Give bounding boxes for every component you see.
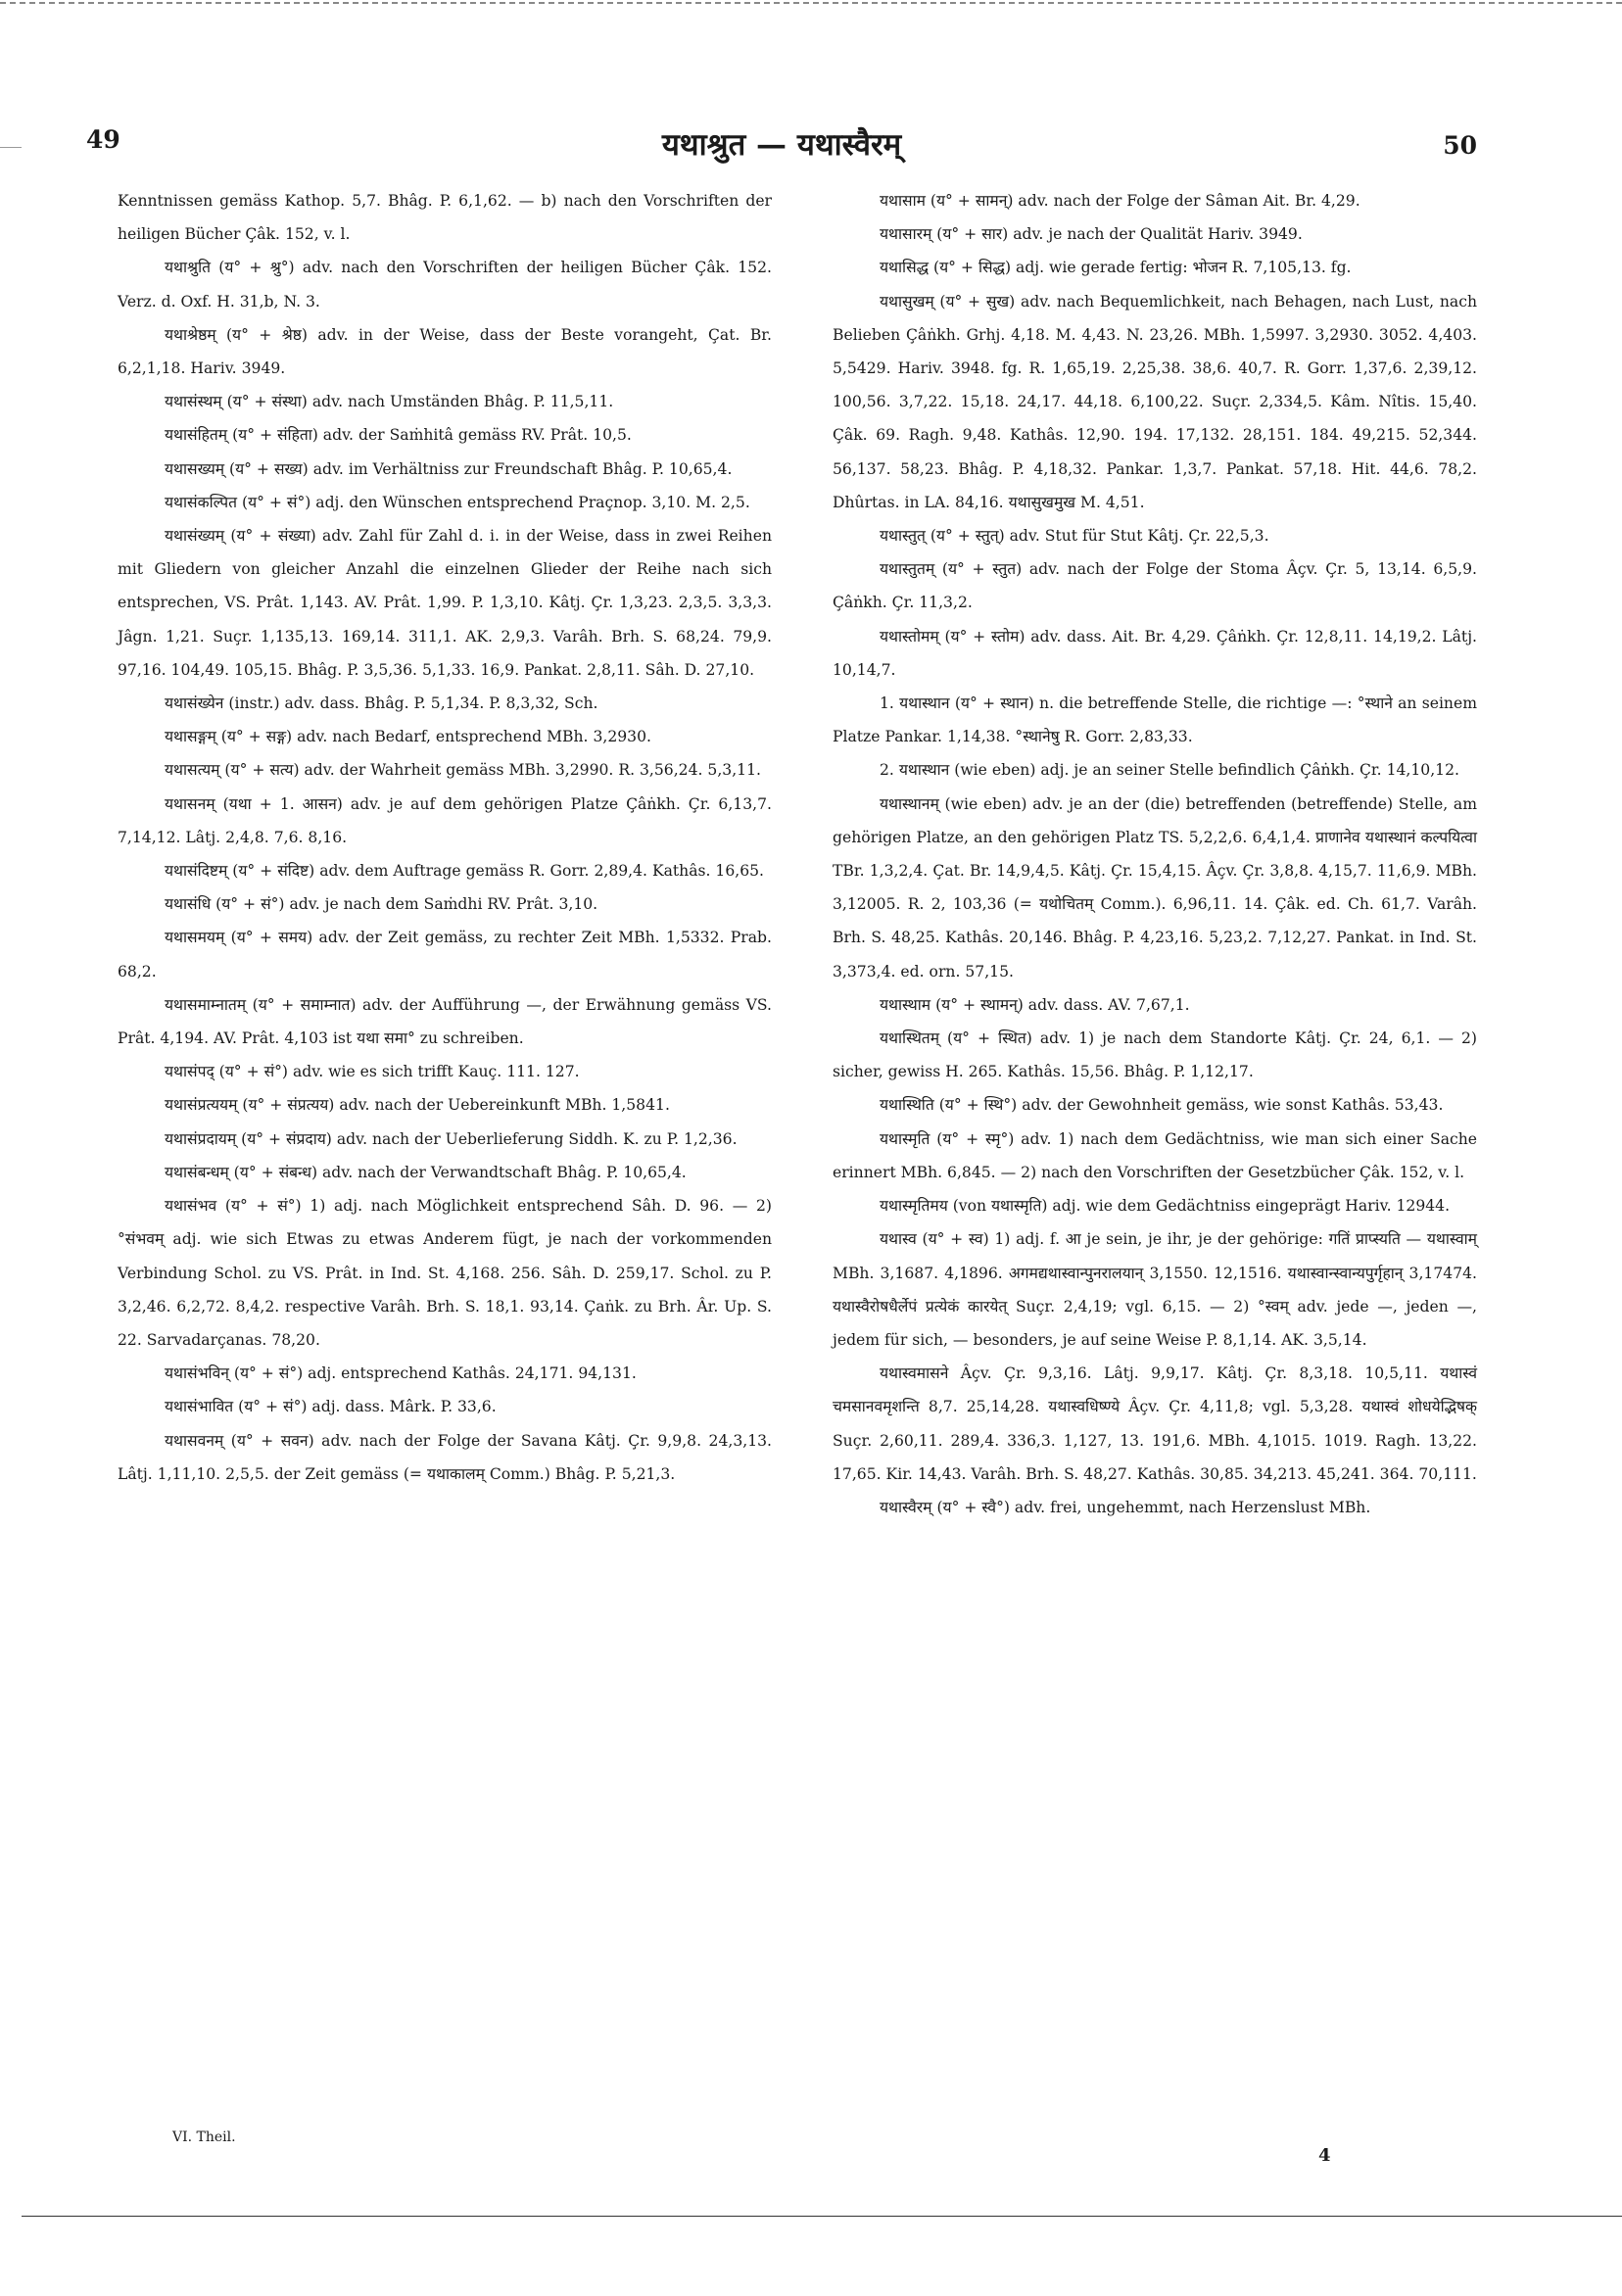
dictionary-entry: यथासंप्रत्ययम् (य° + संप्रत्यय) adv. nach der Uebereinkunft MBh. 1,5841. bbox=[165, 1096, 670, 1115]
dictionary-entry: यथासंभावित (य° + सं°) adj. dass. Mârk. P. 33,6. bbox=[165, 1398, 497, 1416]
dictionary-entry: यथासंहितम् (य° + संहिता) adv. der Saṁhitâ gemäss RV. Prât. 10,5. bbox=[165, 426, 632, 445]
dictionary-entry: यथासंधि (य° + सं°) adv. je nach dem Saṁdhi RV. Prât. 3,10. bbox=[165, 895, 598, 914]
dictionary-entry: यथासारम् (य° + सार) adv. je nach der Qualität Hariv. 3949. bbox=[880, 225, 1303, 244]
dictionary-entry: यथासंभविन् (य° + सं°) adj. entsprechend Kathâs. 24,171. 94,131. bbox=[165, 1364, 637, 1383]
dictionary-entry: यथासनम् (यथा + 1. आसन) adv. je auf dem gehörigen Platze Çâṅkh. Çr. 6,13,7. 7,14,12. Lâtj. 2,4,8. 7,6. 8,16. bbox=[118, 794, 772, 846]
dictionary-entry: यथासख्यम् (य° + सख्य) adv. im Verhältniss zur Freundschaft Bhâg. P. 10,65,4. bbox=[165, 459, 733, 478]
dictionary-entry: यथासिद्ध (य° + सिद्ध) adj. wie gerade fertig: भोजन R. 7,105,13. fg. bbox=[880, 259, 1352, 277]
dictionary-entry: यथाश्रेष्ठम् (य° + श्रेष्ठ) adv. in der Weise, dass der Beste vorangeht, Çat. Br. 6,2,1,18. Hariv. 3949. bbox=[118, 325, 772, 378]
dictionary-entry: यथास्थिति (य° + स्थि°) adv. der Gewohnheit gemäss, wie sonst Kathâs. 53,43. bbox=[880, 1096, 1444, 1115]
page-number-right: 50 bbox=[1443, 131, 1477, 160]
top-border bbox=[0, 2, 1622, 4]
dictionary-entry: यथासंप्रदायम् (य° + संप्रदाय) adv. nach der Ueberlieferung Siddh. K. zu P. 1,2,36. bbox=[165, 1129, 738, 1148]
dictionary-entry: यथास्थाम (य° + स्थामन्) adv. dass. AV. 7,67,1. bbox=[880, 995, 1190, 1014]
dictionary-entry: यथास्वैरम् (य° + स्वै°) adv. frei, ungehemmt, nach Herzenslust MBh. bbox=[880, 1498, 1371, 1516]
dictionary-entry: यथास्वमासने Âçv. Çr. 9,3,16. Lâtj. 9,9,17. Kâtj. Çr. 8,3,18. 10,5,11. यथास्वं चमसानवमृशन्ति 8,7. 25,14,28. यथास्वधिष्ण्ये Âçv. Çr. 4,11,8; vgl. 5,3,28. यथास्वं शोधयेद्भिषक् Suçr. 2,60,11. 289,4. 336,3. 1,127, 13. 191,6. MBh. 4,1015. 1019. Ragh. 13,22. 17,65. Kir. 14,43. Varâh. Brh. S. 48,27. Kathâs. 30,85. 34,213. 45,241. 364. 70,111. bbox=[833, 1364, 1477, 1483]
footer-rule bbox=[22, 2216, 1622, 2217]
dictionary-entry: यथास्मृति (य° + स्मृ°) adv. 1) nach dem Gedächtniss, wie man sich einer Sache erinnert MBh. 6,845. — 2) nach den Vorschriften der Gesetzbücher Çâk. 152, v. l. bbox=[833, 1129, 1477, 1181]
dictionary-entry: यथासंस्थम् (य° + संस्था) adv. nach Umständen Bhâg. P. 11,5,11. bbox=[165, 393, 614, 411]
dictionary-entry: यथासत्यम् (य° + सत्य) adv. der Wahrheit gemäss MBh. 3,2990. R. 3,56,24. 5,3,11. bbox=[165, 761, 761, 780]
dictionary-entry: यथासङ्गम् (य° + सङ्ग) adv. nach Bedarf, entsprechend MBh. 3,2930. bbox=[165, 728, 651, 746]
dictionary-entry: यथास्तुतम् (य° + स्तुत) adv. nach der Folge der Stoma Âçv. Çr. 5, 13,14. 6,5,9. Çâṅkh. Çr. 11,3,2. bbox=[833, 560, 1477, 612]
left-column bbox=[118, 184, 772, 1491]
page-number-left: 49 bbox=[86, 125, 120, 154]
dictionary-entry: यथास्थितम् (य° + स्थित) adv. 1) je nach dem Standorte Kâtj. Çr. 24, 6,1. — 2) sicher, gewiss H. 265. Kathâs. 15,56. Bhâg. P. 1,12,17. bbox=[833, 1029, 1477, 1081]
dictionary-entry: यथासंकल्पित (य° + सं°) adj. den Wünschen entsprechend Praçnop. 3,10. M. 2,5. bbox=[165, 493, 750, 511]
dictionary-entry: यथासमाम्नातम् (य° + समाम्नात) adv. der Aufführung —, der Erwähnung gemäss VS. Prât. 4,194. AV. Prât. 4,103 ist यथा समा° zu schreiben. bbox=[118, 995, 772, 1048]
sheet-number: 4 bbox=[1318, 2145, 1331, 2166]
dictionary-entry: यथास्व (य° + स्व) 1) adj. f. आ je sein, je ihr, je der gehörige: गतिं प्राप्स्यति — यथास्वाम् MBh. 3,1687. 4,1896. अगमद्यथास्वान्पुनरालयान् 3,1550. 12,1516. यथास्वान्स्वान्यपुर्गृहान् 3,17474. यथास्वैरोषधैर्लेपं प्रत्येकं कारयेत् Suçr. 2,4,19; vgl. 6,15. — 2) °स्वम् adv. jede —, jeden —, jedem für sich, — besonders, je auf seine Weise P. 8,1,14. AK. 3,5,14. bbox=[833, 1230, 1477, 1349]
dictionary-entry: यथासंबन्धम् (य° + संबन्ध) adv. nach der Verwandtschaft Bhâg. P. 10,65,4. bbox=[165, 1163, 687, 1181]
running-head: यथाश्रुत — यथास्वैरम् bbox=[661, 127, 902, 163]
page-header bbox=[86, 120, 1477, 165]
dictionary-entry: यथासंख्यम् (य° + संख्या) adv. Zahl für Zahl d. i. in der Weise, dass in zwei Reihen mit Gliedern von gleicher Anzahl die einzelnen Glieder der Reihe nach sich entsprechen, VS. Prât. 1,143. AV. Prât. 1,99. P. 1,3,10. Kâtj. Çr. 1,3,23. 2,3,5. 3,3,3. Jâgn. 1,21. Suçr. 1,135,13. 169,14. 311,1. AK. 2,9,3. Varâh. Brh. S. 68,24. 79,9. 97,16. 104,49. 105,15. Bhâg. P. 3,5,36. 5,1,33. 16,9. Pankat. 2,8,11. Sâh. D. 27,10. bbox=[118, 527, 772, 679]
dictionary-entry: Kenntnissen gemäss Kathop. 5,7. Bhâg. P. 6,1,62. — b) nach den Vorschriften der heiligen Bücher Çâk. 152, v. l. bbox=[118, 192, 772, 244]
dictionary-entry: यथासवनम् (य° + सवन) adv. nach der Folge der Savana Kâtj. Çr. 9,9,8. 24,3,13. Lâtj. 1,11,10. 2,5,5. der Zeit gemäss (= यथाकालम् Comm.) Bhâg. P. 5,21,3. bbox=[118, 1431, 772, 1483]
dictionary-entry: यथासाम (य° + सामन्) adv. nach der Folge der Sâman Ait. Br. 4,29. bbox=[880, 192, 1360, 210]
dictionary-entry: यथास्मृतिमय (von यथास्मृति) adj. wie dem Gedächtniss eingeprägt Hariv. 12944. bbox=[880, 1197, 1451, 1216]
dictionary-entry: यथासंभव (य° + सं°) 1) adj. nach Möglichkeit entsprechend Sâh. D. 96. — 2) °संभवम् adj. wie sich Etwas zu etwas Anderem fügt, je nach der vorkommenden Verbindung Schol. zu VS. Prât. in Ind. St. 4,168. 256. Sâh. D. 259,17. Schol. zu P. 3,2,46. 6,2,72. 8,4,2. respective Varâh. Brh. S. 18,1. 93,14. Çaṅk. zu Brh. Âr. Up. S. 22. Sarvadarçanas. 78,20. bbox=[118, 1197, 772, 1349]
dictionary-entry: यथासंख्येन (instr.) adv. dass. Bhâg. P. 5,1,34. P. 8,3,32, Sch. bbox=[165, 694, 598, 713]
signature-mark: VI. Theil. bbox=[172, 2129, 236, 2145]
dictionary-entry: यथासंदिष्टम् (य° + संदिष्ट) adv. dem Auftrage gemäss R. Gorr. 2,89,4. Kathâs. 16,65. bbox=[165, 862, 765, 881]
dictionary-entry: यथासंपद् (य° + सं°) adv. wie es sich trifft Kauç. 111. 127. bbox=[165, 1063, 580, 1081]
dictionary-entry: यथास्थानम् (wie eben) adv. je an der (die) betreffenden (betreffende) Stelle, am gehörigen Platze, an den gehörigen Platz TS. 5,2,2,6. 6,4,1,4. प्राणानेव यथास्थानं कल्पयित्वा TBr. 1,3,2,4. Çat. Br. 14,9,4,5. Kâtj. Çr. 15,4,15. Âçv. Çr. 3,8,8. 4,15,7. 11,6,9. MBh. 3,12005. R. 2, 103,36 (= यथोचितम् Comm.). 6,96,11. 14. Çâk. ed. Ch. 61,7. Varâh. Brh. S. 48,25. Kathâs. 20,146. Bhâg. P. 4,23,16. 5,23,2. 7,12,27. Pankat. in Ind. St. 3,373,4. ed. orn. 57,15. bbox=[833, 794, 1477, 981]
dictionary-entry: 1. यथास्थान (य° + स्थान) n. die betreffende Stelle, die richtige —: °स्थाने an seinem Platze Pankar. 1,14,38. °स्थानेषु R. Gorr. 2,83,33. bbox=[833, 694, 1477, 746]
dictionary-entry: यथास्तोमम् (य° + स्तोम) adv. dass. Ait. Br. 4,29. Çâṅkh. Çr. 12,8,11. 14,19,2. Lâtj. 10,14,7. bbox=[833, 627, 1477, 679]
dictionary-entry: यथासुखम् (य° + सुख) adv. nach Bequemlichkeit, nach Behagen, nach Lust, nach Belieben Çâṅkh. Grhj. 4,18. M. 4,43. N. 23,26. MBh. 1,5997. 3,2930. 3052. 4,403. 5,5429. Hariv. 3948. fg. R. 1,65,19. 2,25,38. 38,6. 40,7. R. Gorr. 1,37,6. 2,39,12. 100,56. 3,7,22. 15,18. 24,17. 44,18. 6,100,22. Suçr. 2,334,5. Kâm. Nîtis. 15,40. Çâk. 69. Ragh. 9,48. Kathâs. 12,90. 194. 17,132. 28,151. 184. 49,215. 52,344. 56,137. 58,23. Bhâg. P. 4,18,32. Pankar. 1,3,7. Pankat. 57,18. Hit. 44,6. 78,2. Dhûrtas. in LA. 84,16. यथासुखमुख M. 4,51. bbox=[833, 292, 1477, 511]
dictionary-entry: यथास्तुत् (य° + स्तुत्) adv. Stut für Stut Kâtj. Çr. 22,5,3. bbox=[880, 527, 1269, 546]
dictionary-entry: 2. यथास्थान (wie eben) adj. je an seiner Stelle befindlich Çâṅkh. Çr. 14,10,12. bbox=[880, 761, 1459, 780]
dictionary-entry: यथासमयम् (य° + समय) adv. der Zeit gemäss, zu rechter Zeit MBh. 1,5332. Prab. 68,2. bbox=[118, 929, 772, 981]
margin-mark bbox=[0, 147, 22, 148]
right-column bbox=[833, 184, 1477, 1524]
dictionary-entry: यथाश्रुति (य° + श्रु°) adv. nach den Vorschriften der heiligen Bücher Çâk. 152. Verz. d. Oxf. H. 31,b, N. 3. bbox=[118, 259, 772, 311]
